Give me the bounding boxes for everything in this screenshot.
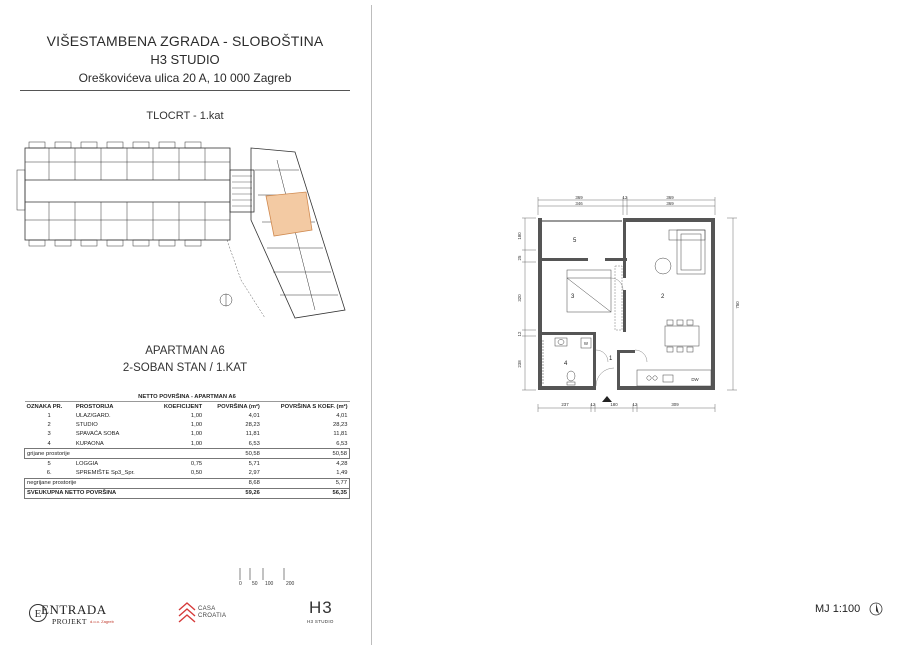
total-row [25,488,350,498]
h3-studio-logo [300,598,348,628]
room-coef: 1,00 [190,440,203,447]
svg-text:E: E [34,608,42,620]
dim-bottom: 180 [610,402,618,407]
area-table-caption: NETTO POVRŠINA - APARTMAN A6 [25,392,350,402]
col-header-area: POVRŠINA (m²) [217,403,260,410]
col-header-coef: KOEFICIJENT [163,403,203,410]
dishwasher-label: DW [691,377,699,382]
room-id: 2 [47,422,51,429]
unheated-area: 8,68 [204,478,262,488]
heated-area: 50,58 [204,449,262,459]
area-table-header [25,402,350,412]
casa-croatia-emblem-icon [176,600,198,624]
room-area-coef: 28,23 [332,422,348,429]
unheated-area-coef: 5,77 [262,478,350,488]
project-title: VIŠESTAMBENA ZGRADA - SLOBOŠTINA [46,33,324,49]
room-area: 5,71 [248,460,260,467]
project-address: Oreškovićeva ulica 20 A, 10 000 Zagreb [78,71,292,85]
dim-right: 750 [735,301,740,309]
heated-label: grijane prostorije [25,449,205,459]
col-header-area-coef: POVRŠINA S KOEF. (m²) [280,403,348,410]
north-arrow-icon [869,602,883,616]
heated-area-coef: 50,58 [262,449,350,459]
croatia-line: CROATIA [198,613,227,619]
panel-divider [371,5,372,645]
room-label-5: 5 [573,238,577,244]
entrada-sub: PROJEKT [52,617,87,626]
scale-tick-label: 200 [286,581,295,587]
casa-croatia-logo [176,598,246,628]
room-coef: 1,00 [190,412,203,419]
scale-tick-label: 0 [239,581,242,587]
h3-caption: H3 STUDIO [307,619,334,624]
total-label: SVEUKUPNA NETTO POVRŠINA [25,488,205,498]
unheated-label: negrijane prostorije [25,478,205,488]
scale-bar [236,566,298,590]
table-row [25,421,350,430]
area-table [24,392,350,499]
room-area: 11,81 [245,431,260,438]
site-plan-label: TLOCRT - 1.kat [146,110,224,122]
entrada-name: ENTRADA [41,602,107,617]
room-label-3: 3 [571,294,575,300]
room-name: STUDIO [75,422,98,429]
studio-name: H3 STUDIO [150,52,220,67]
header-divider [20,90,350,91]
dim-top-outer: 369 [666,195,674,200]
table-row [25,411,350,420]
h3-mark: H3 [309,598,333,617]
room-coef: 1,00 [190,422,203,429]
dim-top-outer: 369 [575,195,583,200]
table-row [25,439,350,449]
dim-left: 180 [517,232,522,240]
table-row [25,469,350,479]
room-label-2: 2 [661,294,665,300]
table-row [25,430,350,439]
col-header-id: OZNAKA PR. [26,403,63,410]
apartment-name: APARTMAN A6 [145,345,225,357]
dim-bottom: 237 [561,402,569,407]
entrada-logo [28,600,138,630]
entrada-company: d.o.o. Zagreb [90,619,114,624]
total-area-coef: 56,35 [262,488,350,498]
casa-line: CASA [198,606,216,612]
room-area: 6,53 [248,440,260,447]
total-area: 59,26 [204,488,262,498]
drawing-scale: MJ 1:100 [815,603,861,615]
room-area-coef: 1,49 [336,470,348,477]
room-name: ULAZ/GARD. [75,412,111,419]
dim-top-inner: 346 [575,201,583,206]
room-id: 4 [47,440,51,447]
room-name: SPAVAĆA SOBA [75,431,120,438]
col-header-room: PROSTORIJA [75,403,114,410]
table-row [25,459,350,469]
dim-left: 238 [517,360,522,368]
room-area-coef: 6,53 [336,440,348,447]
apartment-type: 2-SOBAN STAN / 1.KAT [122,362,248,374]
room-area: 2,97 [248,470,260,477]
room-area: 28,23 [245,422,260,429]
dim-top-outer: 12 [622,195,628,200]
highlighted-apartment [266,192,312,236]
room-id: 5 [47,460,51,467]
washer-label: W [583,341,589,346]
room-area-coef: 11,81 [333,431,348,438]
room-label-1: 1 [609,356,613,362]
dim-left: 320 [517,294,522,302]
dim-top-inner: 369 [666,201,674,206]
room-coef: 0,50 [190,470,203,477]
room-id: 6. [46,470,52,477]
dim-bottom: 309 [671,402,679,407]
room-name: LOGGIA [75,460,99,467]
room-id: 1 [47,412,51,419]
room-coef: 1,00 [190,431,203,438]
room-id: 3 [47,431,51,438]
room-coef: 0,75 [190,460,203,467]
room-area: 4,01 [248,412,260,419]
dim-bottom: 12 [632,402,638,407]
room-name: SPREMIŠTE Sp3_Spr. [75,470,135,477]
unheated-subtotal-row [25,478,350,488]
room-area-coef: 4,28 [336,460,348,467]
dim-left: 25 [517,255,522,261]
site-plan [15,140,360,325]
room-name: KUPAONA [75,440,104,447]
floor-plan [505,190,750,415]
room-area-coef: 4,01 [336,412,348,419]
heated-subtotal-row [25,449,350,459]
scale-tick-label: 100 [265,581,274,587]
room-label-4: 4 [564,361,568,367]
dim-left: 12 [517,331,522,337]
dim-bottom: 12 [590,402,596,407]
scale-tick-label: 50 [252,581,258,587]
